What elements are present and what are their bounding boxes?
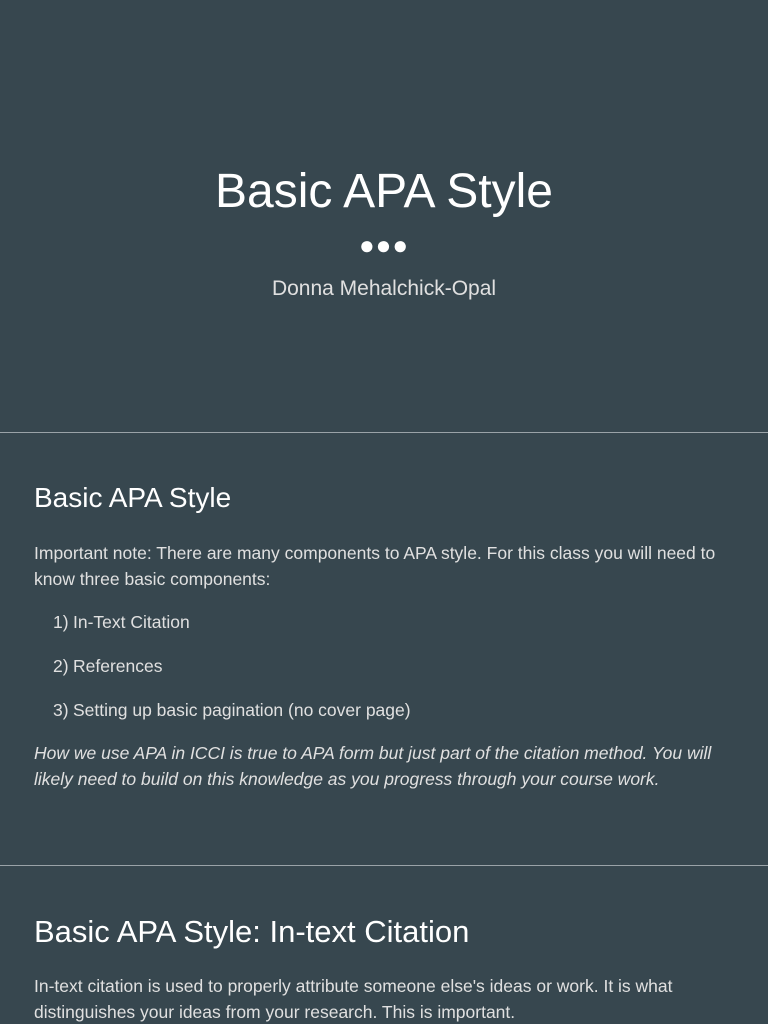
content-slide [0, 433, 768, 865]
presentation-title: Basic APA Style [215, 165, 553, 218]
list-number: 2) [53, 656, 69, 676]
list-item [53, 654, 163, 678]
body-text: In-text citation is used to properly attribute someone else's ideas or work. It is what distinguishes your ideas from your research. This is important. [34, 976, 673, 1022]
list-number: 3) [53, 700, 69, 720]
list-item [53, 698, 411, 722]
note-text: How we use APA in ICCI is true to APA form but just part of the citation method. You will likely need to build on this knowledge as you progress through your course work. [34, 743, 712, 789]
presentation-author: Donna Mehalchick-Opal [271, 277, 497, 300]
slide-heading: Basic APA Style [34, 482, 232, 513]
list-item [53, 610, 190, 634]
slide-heading: Basic APA Style: In-text Citation [34, 914, 470, 949]
title-slide [0, 0, 768, 432]
content-slide [0, 866, 768, 1024]
dots-decoration: ●●● [358, 230, 410, 260]
list-text: References [73, 656, 163, 676]
list-number: 1) [53, 612, 69, 632]
list-text: In-Text Citation [73, 612, 190, 632]
list-text: Setting up basic pagination (no cover page) [73, 700, 411, 720]
intro-text: Important note: There are many components to APA style. For this class you will need to know three basic components: [34, 543, 716, 589]
